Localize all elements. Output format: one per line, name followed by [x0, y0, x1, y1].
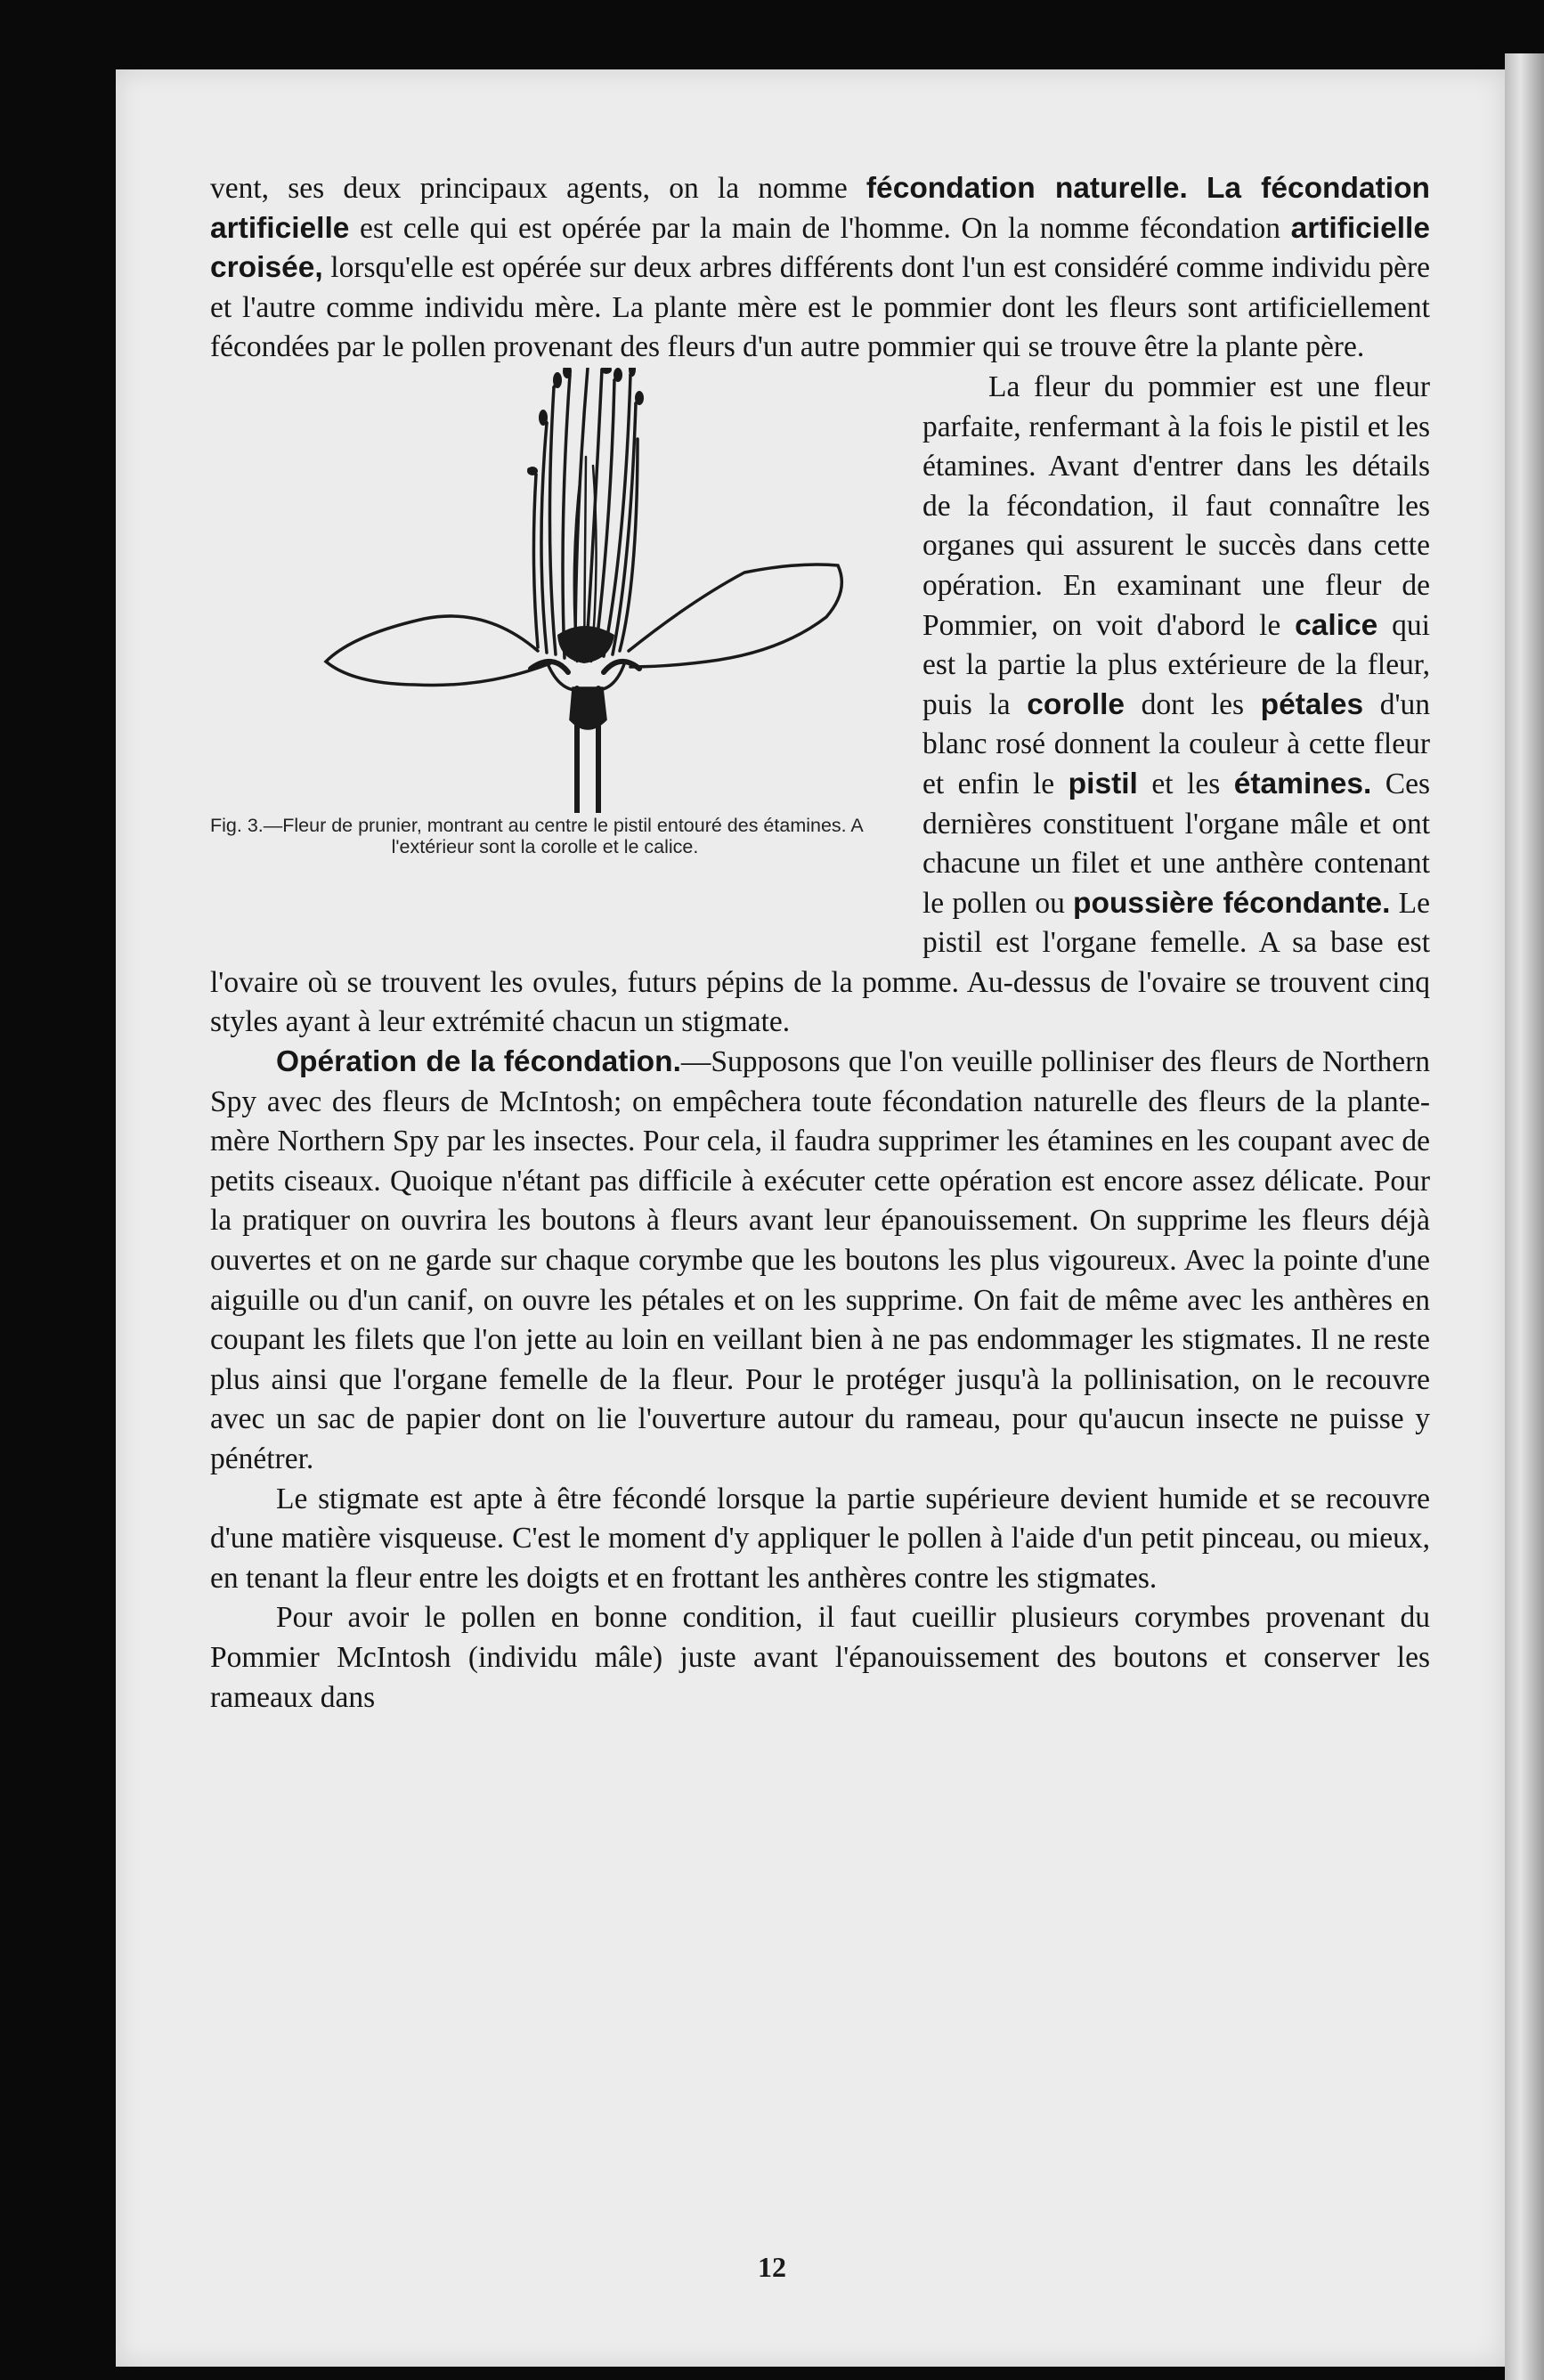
figure-3 [210, 368, 896, 923]
bold-term: La fécondation artificielle [210, 172, 1430, 245]
caption-line-a: Fig. 3.—Fleur de prunier, montrant au centre le pistil entouré des étamines. A [210, 814, 864, 836]
bold-term: Opération de la fécondation. [276, 1045, 681, 1079]
paragraph-3 [210, 1043, 1430, 1480]
paragraph-5 [210, 1598, 1430, 1718]
text-run: est celle qui est opérée par la main de l'homme. On la nomme fécondation [349, 211, 1291, 245]
text-run: lorsqu'elle est opérée sur deux arbres différents dont l'un est considéré comme individu père et l'autre comme individu mère. La plante mère est le pommier dont les fleurs sont artificiellement fécondées par le pollen provenant des fleurs d'un autre pommier qui se trouve être la plante père. [210, 251, 1430, 364]
bold-term: pétales [1260, 687, 1364, 721]
body-text [210, 169, 1430, 1718]
paragraph-1 [210, 169, 1430, 368]
text-run: Le stigmate est apte à être fécondé lorsque la partie supérieure devient humide et se recouvre d'une matière visqueuse. C'est le moment d'y appliquer le pollen à l'aide d'un petit pinceau, ou mieux, en tenant la fleur entre les doigts et en frottant les anthères contre les stigmates. [210, 1482, 1430, 1595]
bold-term: artificielle croisée, [210, 211, 1430, 285]
text-run [1188, 172, 1207, 205]
text-run: qui est la partie la plus extérieure de la fleur, puis la [922, 608, 1430, 721]
text-run: Pour avoir le pollen en bonne condition, il faut cueillir plusieurs corymbes provenant du Pommier McIntosh (individu mâle) juste avant l'épanouissement des boutons et conserver les rameaux dans [210, 1601, 1430, 1714]
page-number: 12 [758, 2251, 786, 2283]
text-run: La fleur du pommier est une fleur parfaite, renfermant à la fois le pistil et les étamines. Avant d'entrer dans les détails de la fécondation, il faut connaître les organes qui assurent le succès dans cette opération. En examinant une fleur de Pommier, on voit d'abord le [922, 370, 1430, 642]
figure-caption [210, 815, 880, 857]
page-edge [1505, 53, 1544, 2380]
paragraph-4 [210, 1480, 1430, 1599]
text-run: —Supposons que l'on veuille polliniser des fleurs de Northern Spy avec des fleurs de McIntosh; on empêchera toute fécondation naturelle des fleurs de la plante-mère Northern Spy par les insectes. Pour cela, il faudra supprimer les étamines en les coupant avec de petits ciseaux. Quoique n'étant pas difficile à exécuter cette opération est encore assez délicate. Pour la pratiquer on ouvrira les boutons à fleurs avant leur épanouissement. On supprime les fleurs déjà ouvertes et on ne garde sur chaque corymbe que les boutons les plus vigoureux. Avec la pointe d'une aiguille ou d'un canif, on ouvre les pétales et on les supprime. On fait de même avec les anthères en coupant les filets que l'on jette au loin en veillant bien à ne pas endommager les stigmates. Il ne reste plus ainsi que l'organe femelle de la fleur. Pour le protéger jusqu'à la pollinisation, on le recouvre avec un sac de papier dont on lie l'ouverture autour du rameau, pour qu'aucun insecte ne puisse y pénétrer. [210, 1045, 1430, 1475]
text-run: d'un blanc rosé donnent la couleur à cette fleur et enfin le [922, 687, 1430, 800]
caption-line-b: l'extérieur sont la corolle et le calice. [391, 835, 699, 857]
flower-cross-section-icon [317, 368, 851, 813]
bold-term: pistil [1068, 767, 1138, 800]
bold-term: poussière fécondante. [1073, 886, 1391, 920]
text-run: dont les [1125, 687, 1261, 721]
bold-term: étamines. [1233, 767, 1372, 800]
bold-term: corolle [1027, 687, 1125, 721]
text-run: et les [1137, 767, 1234, 800]
bold-term: calice [1295, 608, 1378, 642]
text-run: Ces dernières constituent l'organe mâle et ont chacune un filet et une anthère contenant le pollen ou [922, 767, 1431, 920]
text-run: Le pistil est l'organe femelle. A sa base est l'ovaire où se trouvent les ovules, futurs pépins de la pomme. Au-dessus de l'ovaire se trouvent cinq styles ayant à leur extrémité chacun un stigmate. [210, 886, 1430, 1039]
bold-term: fécondation naturelle. [865, 172, 1188, 205]
text-run: vent, ses deux principaux agents, on la nomme [210, 172, 866, 205]
